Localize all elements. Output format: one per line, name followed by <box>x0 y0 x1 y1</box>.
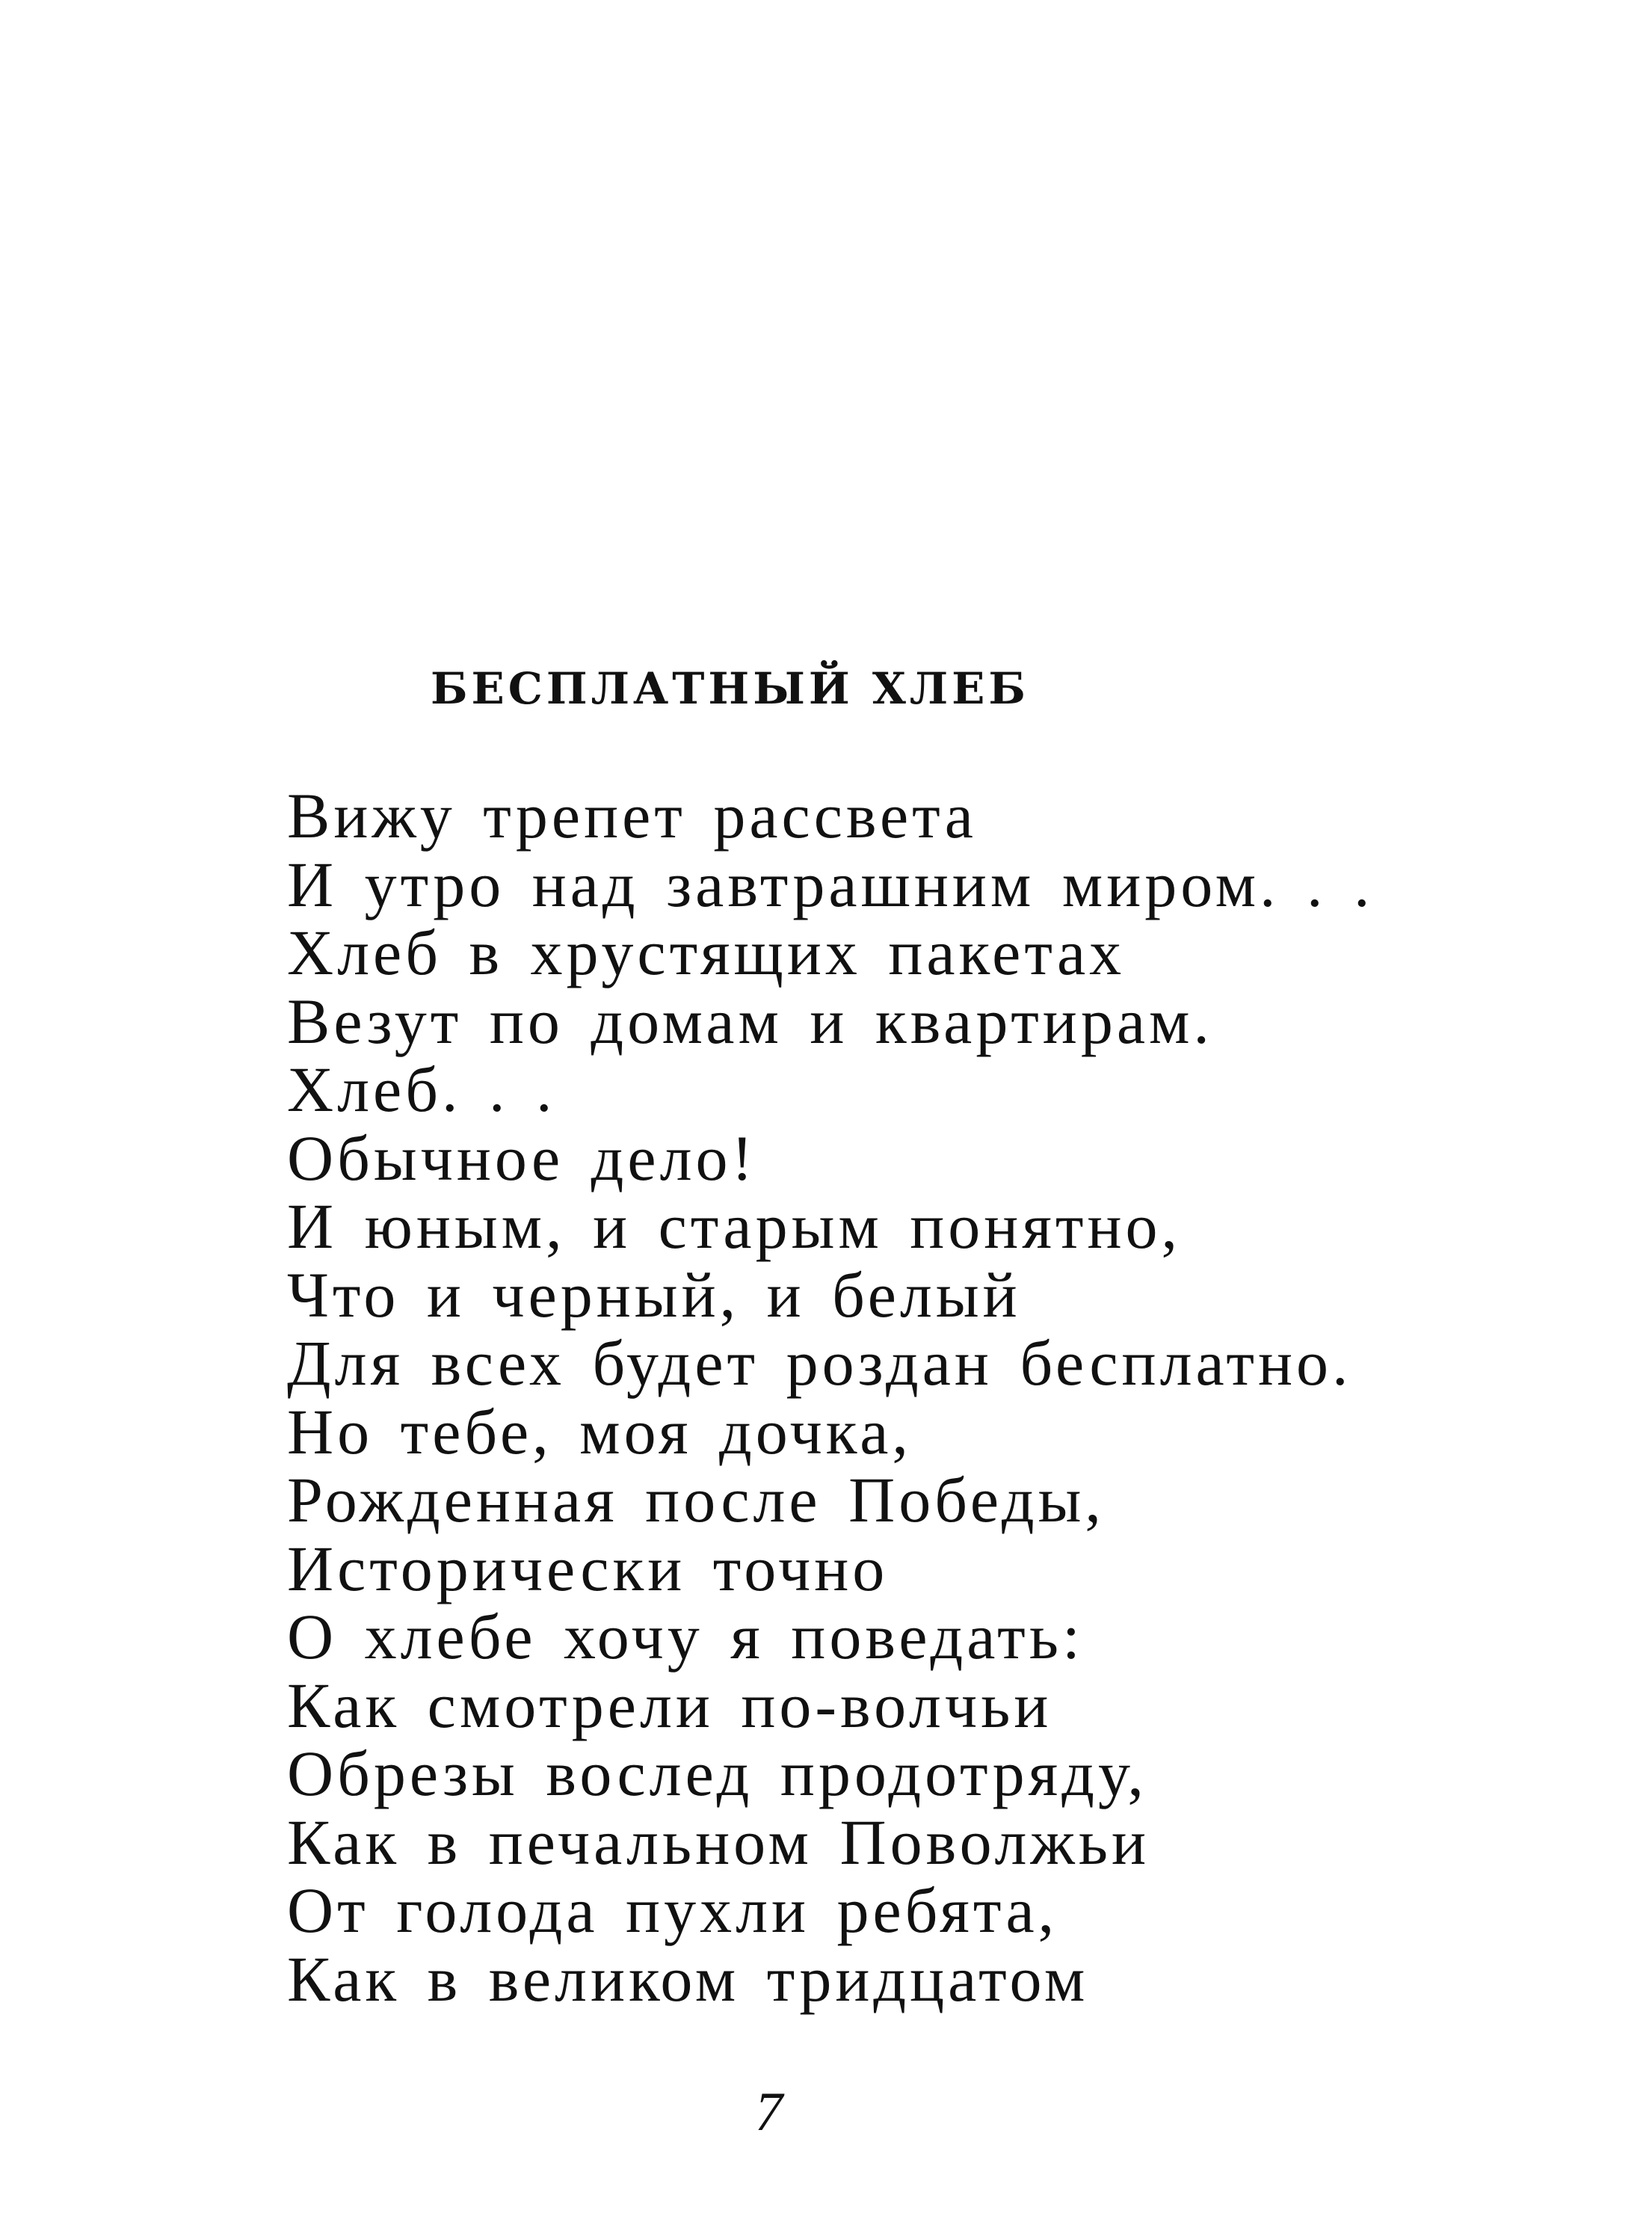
poem-line: Для всех будет роздан бесплатно. <box>287 1327 1352 1399</box>
poem-line: Хлеб. . . <box>287 1053 556 1125</box>
poem-line: Как в печальном Поволжьи <box>287 1806 1150 1878</box>
poem-line: Везут по домам и квартирам. <box>287 985 1213 1057</box>
page-number: 7 <box>755 2081 783 2143</box>
poem-line: От голода пухли ребята, <box>287 1874 1058 1946</box>
poem-line: О хлебе хочу я поведать: <box>287 1601 1084 1672</box>
poem-line: Как смотрели по-волчьи <box>287 1669 1052 1741</box>
poem-line: Как в великом тридцатом <box>287 1942 1089 2015</box>
poem-line: Обрезы вослед продотряду, <box>287 1738 1147 1809</box>
poem-line: Вижу трепет рассвета <box>287 780 977 852</box>
poem-line: Исторически точно <box>287 1532 889 1604</box>
poem-line: Обычное дело! <box>287 1121 757 1194</box>
poem-line: Что и черный, и белый <box>287 1258 1021 1331</box>
poem-line: Хлеб в хрустящих пакетах <box>287 917 1126 988</box>
poem-line: Но тебе, моя дочка, <box>287 1395 912 1468</box>
poem-line: Рожденная после Победы, <box>287 1464 1105 1536</box>
poem-line: И утро над завтрашним миром. . . <box>287 848 1374 920</box>
poem-text <box>287 782 1618 2013</box>
poem-line: И юным, и старым понятно, <box>287 1190 1181 1262</box>
poem-title: БЕСПЛАТНЫЙ ХЛЕБ <box>431 663 1029 714</box>
